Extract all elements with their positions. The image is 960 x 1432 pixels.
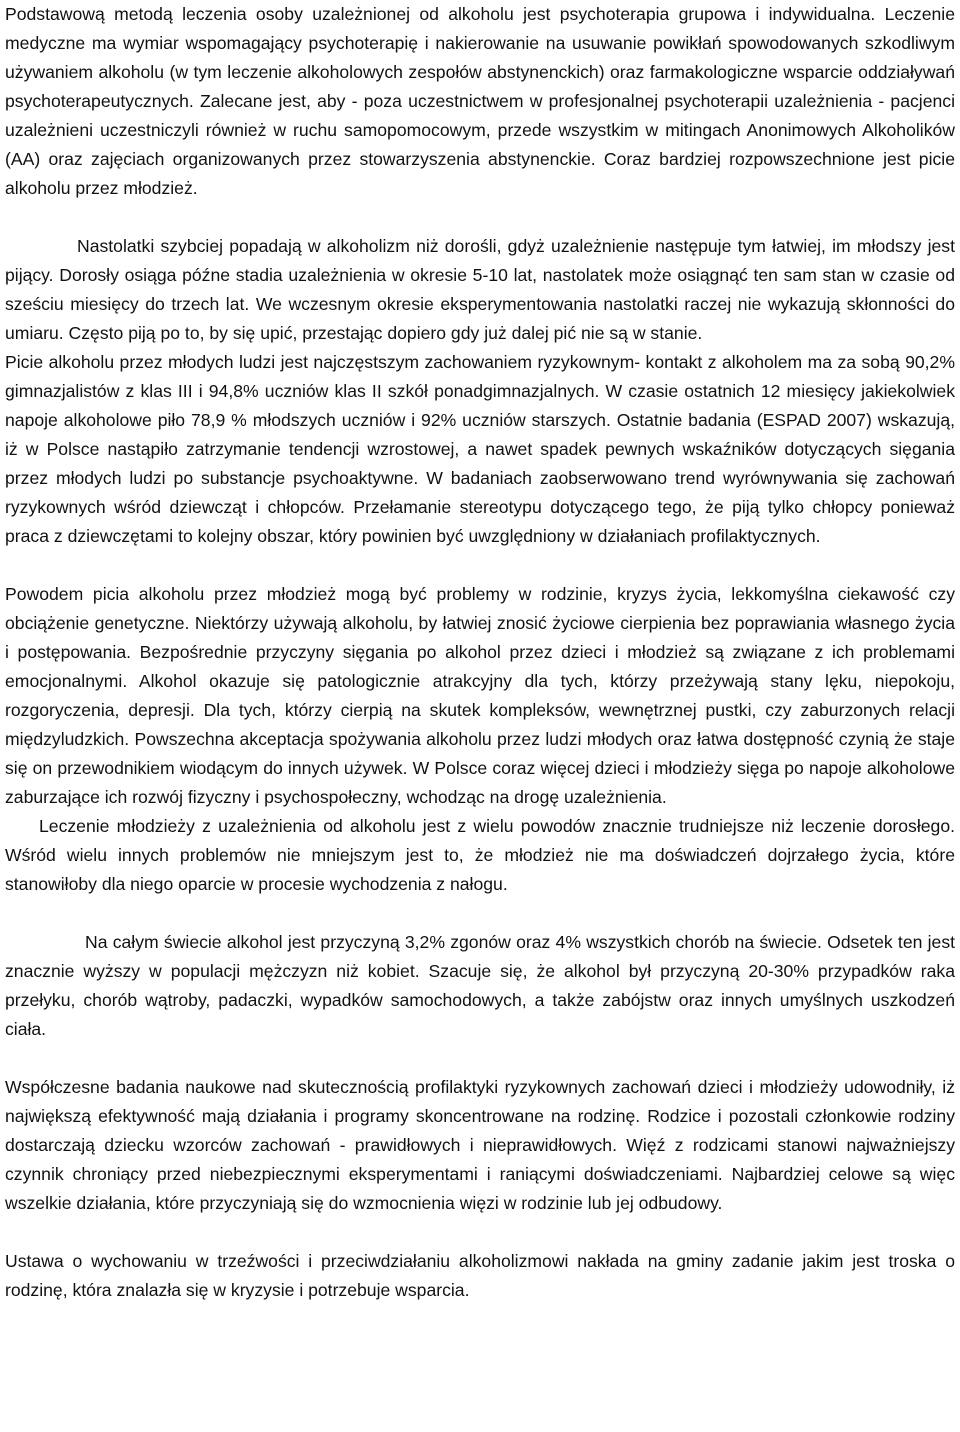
paragraph-gap (5, 203, 955, 232)
paragraph-sobriety-act: Ustawa o wychowaniu w trzeźwości i przeciwdziałaniu alkoholizmowi nakłada na gminy zadanie jakim jest troska o rodzinę, która znalazła się w kryzysie i potrzebuje wsparcia. (5, 1251, 955, 1300)
paragraph-teenagers-addiction: Nastolatki szybciej popadają w alkoholizm niż dorośli, gdyż uzależnienie następuje tym łatwiej, im młodszy jest pijący. Dorosły osiąga późne stadia uzależnienia w okresie 5-10 lat, nastolatek może osiągnąć ten sam stan w czasie od sześciu miesięcy do trzech lat. We wczesnym okresie eksperymentowania nastolatki raczej nie wykazują skłonności do umiaru. Często piją po to, by się upić, przestając dopiero gdy już dalej pić nie są w stanie. (5, 236, 955, 343)
paragraph-youth-drinking-statistics: Picie alkoholu przez młodych ludzi jest najczęstszym zachowaniem ryzykownym- kontakt z alkoholem ma za sobą 90,2% gimnazjalistów z klas III i 94,8% uczniów klas II szkół ponadgimnazjalnych. W czasie ostatnich 12 miesięcy jakiekolwiek napoje alkoholowe piło 78,9 % młodszych uczniów i 92% uczniów starszych. Ostatnie badania (ESPAD 2007) wskazują, iż w Polsce nastąpiło zatrzymanie tendencji wzrostowej, a nawet spadek pewnych wskaźników dotyczących sięgania przez młodych ludzi po substancje psychoaktywne. W badaniach zaobserwowano trend wyrównywania się zachowań ryzykownych wśród dziewcząt i chłopców. Przełamanie stereotypu dotyczącego tego, że piją tylko chłopcy ponieważ praca z dziewczętami to kolejny obszar, który powinien być uwzględniony w działaniach profilaktycznych. (5, 352, 955, 546)
document-page (5, 0, 955, 1305)
paragraph-reasons-for-drinking: Powodem picia alkoholu przez młodzież mogą być problemy w rodzinie, kryzys życia, lekkomyślna ciekawość czy obciążenie genetyczne. Niektórzy używają alkoholu, by łatwiej znosić życiowe cierpienia bez poprawiania własnego życia i postępowania. Bezpośrednie przyczyny sięgania po alkohol przez dzieci i młodzież są związane z ich problemami emocjonalnymi. Alkohol okazuje się patologicznie atrakcyjny dla tych, którzy przeżywają stany lęku, niepokoju, rozgoryczenia, depresji. Dla tych, którzy cierpią na skutek kompleksów, wewnętrznej pustki, czy zaburzonych relacji międzyludzkich. Powszechna akceptacja spożywania alkoholu przez ludzi młodych oraz łatwa dostępność czynią że staje się on przewodnikiem wiodącym do innych używek. W Polsce coraz więcej dzieci i młodzieży sięga po napoje alkoholowe zaburzające ich rozwój fizyczny i psychospołeczny, wchodząc na drogę uzależnienia. (5, 584, 955, 807)
paragraph-gap (5, 551, 955, 580)
paragraph-family-prevention: Współczesne badania naukowe nad skutecznością profilaktyki ryzykownych zachowań dzieci i młodzieży udowodniły, iż największą efektywność mają działania i programy skoncentrowane na rodzinę. Rodzice i pozostali członkowie rodziny dostarczają dziecku wzorców zachowań - prawidłowych i nieprawidłowych. Więź z rodzicami stanowi najważniejszy czynnik chroniący przed niebezpiecznymi eksperymentami i raniącymi doświadczeniami. Najbardziej celowe są więc wszelkie działania, które przyczyniają się do wzmocnienia więzi w rodzinie lub jej odbudowy. (5, 1077, 955, 1213)
paragraph-gap (5, 1044, 955, 1073)
paragraph-global-statistics: Na całym świecie alkohol jest przyczyną 3,2% zgonów oraz 4% wszystkich chorób na świecie. Odsetek ten jest znacznie wyższy w populacji mężczyzn niż kobiet. Szacuje się, że alkohol był przyczyną 20-30% przypadków raka przełyku, chorób wątroby, padaczki, wypadków samochodowych, a także zabójstw oraz innych umyślnych uszkodzeń ciała. (5, 932, 955, 1039)
paragraph-treatment-methods: Podstawową metodą leczenia osoby uzależnionej od alkoholu jest psychoterapia grupowa i indywidualna. Leczenie medyczne ma wymiar wspomagający psychoterapię i nakierowanie na usuwanie powikłań spowodowanych szkodliwym używaniem alkoholu (w tym leczenie alkoholowych zespołów abstynenckich) oraz farmakologiczne wsparcie oddziaływań psychoterapeutycznych. Zalecane jest, aby - poza uczestnictwem w profesjonalnej psychoterapii uzależnienia - pacjenci uzależnieni uczestniczyli również w ruchu samopomocowym, przede wszystkim w mitingach Anonimowych Alkoholików (AA) oraz zajęciach organizowanych przez stowarzyszenia abstynenckie. Coraz bardziej rozpowszechnione jest picie alkoholu przez młodzież. (5, 4, 955, 198)
paragraph-gap (5, 899, 955, 928)
paragraph-youth-treatment: Leczenie młodzieży z uzależnienia od alkoholu jest z wielu powodów znacznie trudniejsze niż leczenie dorosłego. Wśród wielu innych problemów nie mniejszym jest to, że młodzież nie ma doświadczeń dojrzałego życia, które stanowiłoby dla niego oparcie w procesie wychodzenia z nałogu. (5, 816, 955, 894)
paragraph-gap (5, 1218, 955, 1247)
